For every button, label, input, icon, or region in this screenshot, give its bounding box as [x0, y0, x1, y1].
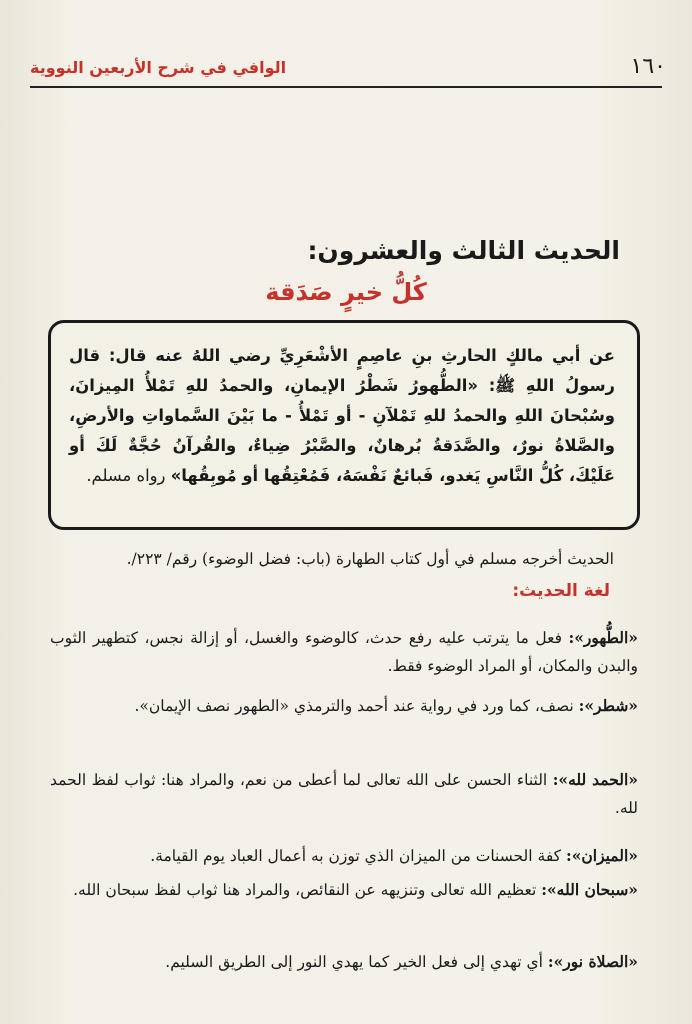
definition-term: «سبحان الله»: — [541, 880, 638, 899]
definition-term: «الميزان»: — [565, 846, 638, 865]
definition-shatr — [50, 692, 638, 720]
definition-term: «شطر»: — [578, 696, 638, 715]
hadith-heading: الحديث الثالث والعشرون: — [307, 236, 620, 265]
page-number: ١٦٠ — [630, 54, 666, 79]
definition-term: «الحمد لله»: — [552, 770, 638, 789]
definition-mizan — [50, 842, 638, 870]
definition-subhan — [50, 876, 638, 904]
hadith-text — [69, 341, 615, 491]
definition-tahur — [50, 624, 638, 680]
source-note: الحديث أخرجه مسلم في أول كتاب الطهارة (باب: فضل الوضوء) رقم/ ٢٢٣/. — [126, 550, 614, 568]
page-header — [30, 52, 666, 88]
definition-text: فعل ما يترتب عليه رفع حدث، كالوضوء والغسل، أو إزالة نجس، كتطهير الثوب والبدن والمكان، أو المراد الوضوء فقط. — [50, 629, 638, 675]
hadith-narrator-note: رواه مسلم. — [86, 466, 171, 485]
hadith-title: كُلُّ خيرٍ صَدَقة — [265, 278, 427, 306]
definition-text: كفة الحسنات من الميزان الذي توزن به أعمال العباد يوم القيامة. — [150, 847, 566, 865]
definition-hamd — [50, 766, 638, 822]
definition-term: «الصلاة نور»: — [547, 952, 638, 971]
definition-text: أي تهدي إلى فعل الخير كما يهدي النور إلى الطريق السليم. — [165, 953, 548, 971]
definition-text: تعظيم الله تعالى وتنزيهه عن النقائص، والمراد هنا ثواب لفظ سبحان الله. — [73, 881, 542, 899]
running-title: الوافي في شرح الأربعين النووية — [30, 58, 287, 77]
definition-text: الثناء الحسن على الله تعالى لما أعطى من نعم، والمراد هنا: ثواب لفظ الحمد لله. — [50, 771, 638, 817]
definition-salat — [50, 948, 638, 976]
language-heading: لغة الحديث: — [512, 581, 610, 601]
definition-term: «الطُّهور»: — [568, 628, 638, 647]
hadith-body: عن أبي مالكٍ الحارثِ بنِ عاصِمٍ الأشْعَرِيِّ رضي اللهُ عنه قال: قال رسولُ اللهِ ﷺ: «الطُّهورُ شَطْرُ الإيمانِ، والحمدُ للهِ تَمْلأُ المِيزانَ، وسُبْحانَ اللهِ والحمدُ للهِ تَمْلآنِ - أو تَمْلأُ - ما بَيْنَ السَّماواتِ والأرضِ، والصَّلاةُ نورٌ، والصَّدَقةُ بُرهانٌ، والصَّبْرُ ضِياءٌ، والقُرآنُ حُجَّةٌ لَكَ أو عَلَيْكَ، كُلُّ النَّاسِ يَغدو، فَبائعٌ نَفْسَهُ، فَمُعْتِقُها أو مُوبِقُها» — [69, 346, 615, 485]
definition-text: نصف، كما ورد في رواية عند أحمد والترمذي «الطهور نصف الإيمان». — [134, 697, 579, 715]
hadith-text-box — [48, 320, 640, 530]
